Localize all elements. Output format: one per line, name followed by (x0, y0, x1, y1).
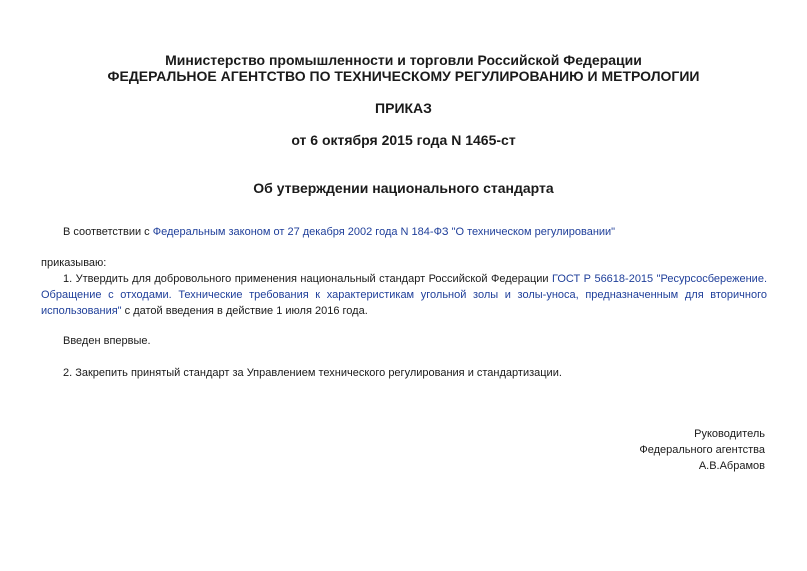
federal-law-link[interactable]: Федеральным законом от 27 декабря 2002 года N 184-ФЗ "О техническом регулировании" (152, 226, 616, 238)
item-2-paragraph: 2. Закрепить принятый стандарт за Управлением технического регулирования и стандартизации. (63, 367, 562, 379)
intro-note: Введен впервые. (63, 335, 151, 347)
document-type: ПРИКАЗ (375, 100, 432, 116)
order-word: приказываю: (41, 257, 107, 269)
item-1-prefix: 1. Утвердить для добровольного применения национальный стандарт Российской Федерации (63, 273, 553, 285)
item-1-paragraph (41, 271, 767, 319)
basis-prefix: В соответствии с (63, 226, 153, 238)
signatory-title-line-1: Руководитель (694, 428, 765, 440)
signatory-title-line-2: Федерального агентства (639, 444, 765, 456)
basis-paragraph (63, 224, 763, 240)
signatory-name: А.В.Абрамов (698, 460, 765, 472)
gost-standard-link[interactable]: ГОСТ Р 56618-2015 "Ресурсосбережение. Обращение с отходами. Технические требования к характеристикам угольной золы и золы-уноса, предназначенным для вторичного использования" (41, 273, 767, 317)
agency-title: ФЕДЕРАЛЬНОЕ АГЕНТСТВО ПО ТЕХНИЧЕСКОМУ РЕГУЛИРОВАНИЮ И МЕТРОЛОГИИ (107, 68, 700, 84)
document-subject: Об утверждении национального стандарта (253, 180, 554, 196)
ministry-title: Министерство промышленности и торговли Российской Федерации (165, 52, 642, 68)
item-1-suffix: с датой введения в действие 1 июля 2016 года. (121, 305, 368, 317)
document-date-number: от 6 октября 2015 года N 1465-ст (291, 132, 516, 148)
